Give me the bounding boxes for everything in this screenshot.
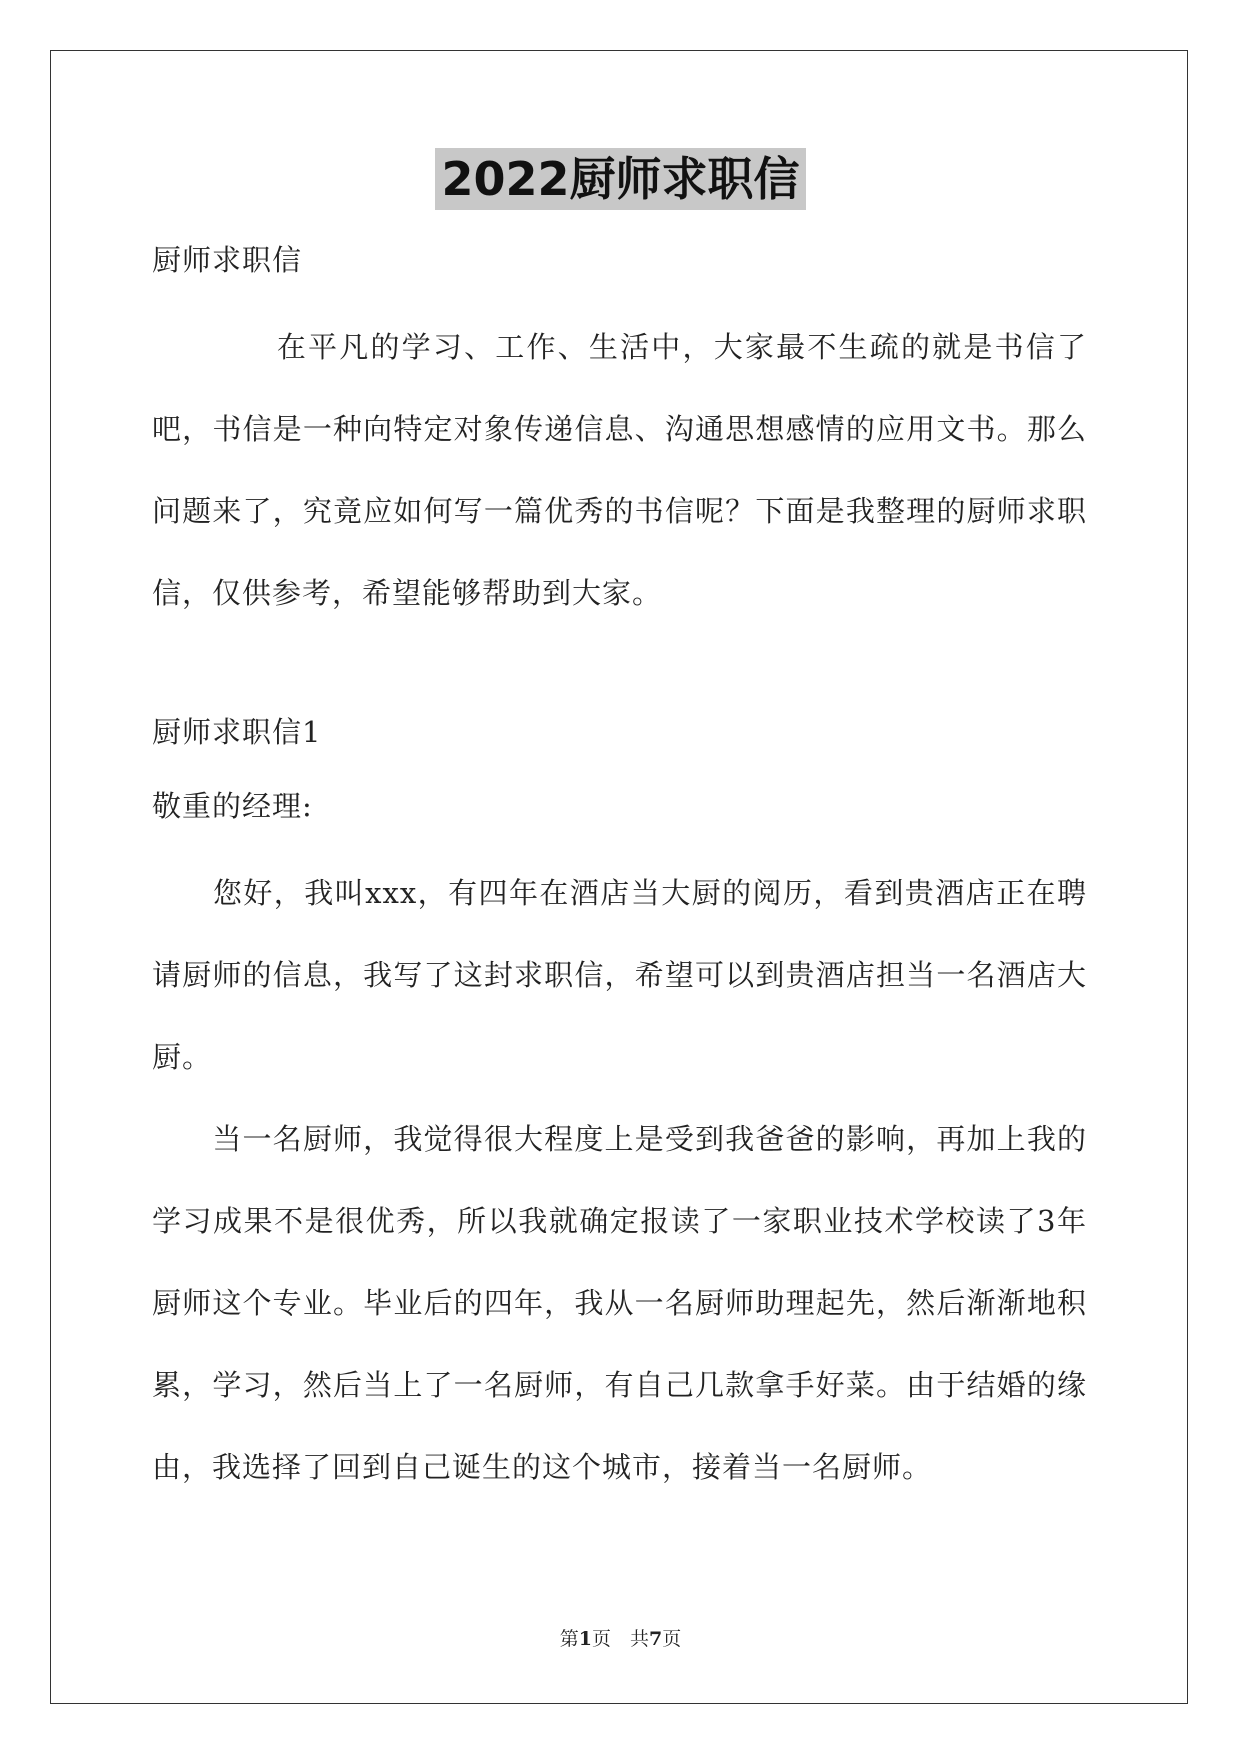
page-total: 7 bbox=[649, 1628, 663, 1650]
subtitle: 厨师求职信 bbox=[152, 243, 303, 277]
page-current: 1 bbox=[578, 1628, 592, 1650]
page-prefix: 第 bbox=[559, 1628, 579, 1650]
document-title: 2022厨师求职信 bbox=[435, 148, 805, 210]
page-suffix: 页 bbox=[662, 1628, 682, 1650]
document-body bbox=[152, 232, 1087, 1508]
title-container bbox=[0, 148, 1241, 210]
page-footer bbox=[0, 1624, 1241, 1651]
body-paragraph-1: 您好，我叫xxx，有四年在酒店当大厨的阅历，看到贵酒店正在聘请厨师的信息，我写了这封求职信，希望可以到贵酒店担当一名酒店大厨。 bbox=[152, 876, 1087, 1074]
salutation: 敬重的经理: bbox=[152, 789, 313, 823]
page-mid: 页 共 bbox=[591, 1628, 649, 1650]
body-paragraph-2: 当一名厨师，我觉得很大程度上是受到我爸爸的影响，再加上我的学习成果不是很优秀，所以我就确定报读了一家职业技术学校读了3年厨师这个专业。毕业后的四年，我从一名厨师助理起先，然后渐渐地积累，学习，然后当上了一名厨师，有自己几款拿手好菜。由于结婚的缘由，我选择了回到自己诞生的这个城市，接着当一名厨师。 bbox=[152, 1122, 1087, 1484]
intro-paragraph: 在平凡的学习、工作、生活中，大家最不生疏的就是书信了吧，书信是一种向特定对象传递信息、沟通思想感情的应用文书。那么问题来了，究竟应如何写一篇优秀的书信呢？下面是我整理的厨师求职信，仅供参考，希望能够帮助到大家。 bbox=[152, 330, 1087, 610]
section-heading: 厨师求职信1 bbox=[152, 715, 322, 749]
